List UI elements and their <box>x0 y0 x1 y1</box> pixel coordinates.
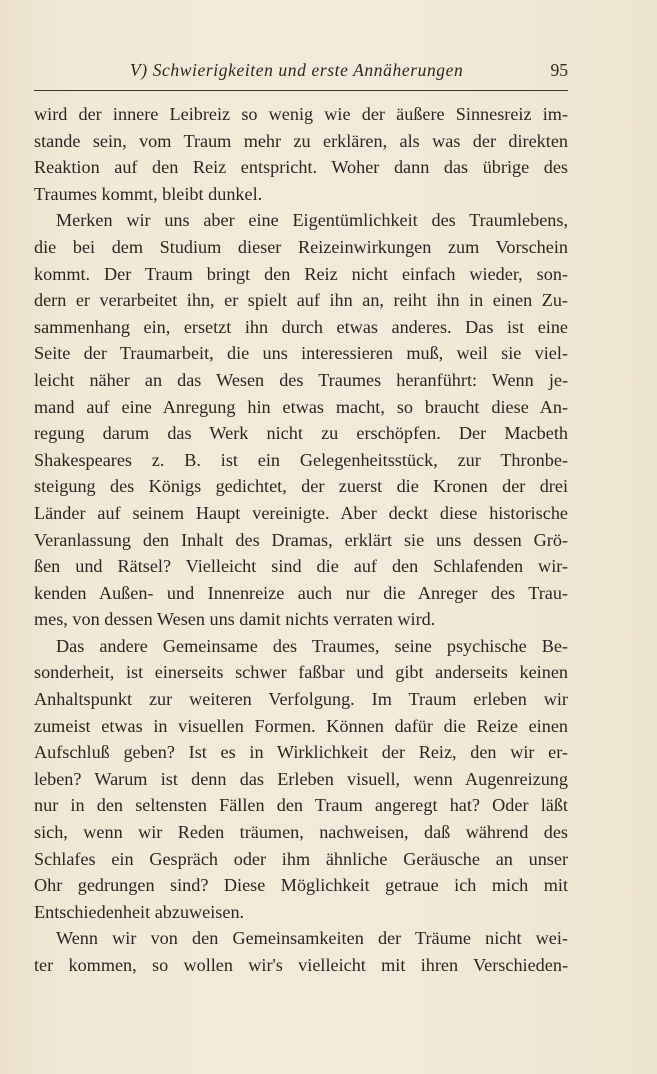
text-line: sonderheit, ist einerseits schwer faßbar und gibt anderseits keinen <box>34 662 568 683</box>
text-line: steigung des Königs gedichtet, der zuerst die Kronen der drei <box>34 476 568 497</box>
text-line: Länder auf seinem Haupt vereinigte. Aber deckt diese historische <box>34 502 568 523</box>
text-line: sich, wenn wir Reden träumen, nachweisen, daß während des <box>34 822 568 843</box>
text-line: leben? Warum ist denn das Erleben visuell, wenn Augenreizung <box>34 768 568 789</box>
text-line: mes, von dessen Wesen uns damit nichts verraten wird. <box>34 609 436 630</box>
text-line: sammenhang ein, ersetzt ihn durch etwas anderes. Das ist eine <box>34 316 568 337</box>
text-line: ter kommen, so wollen wir's vielleicht mit ihren Verschieden- <box>34 955 568 975</box>
text-line: regung darum das Werk nicht zu erschöpfen. Der Macbeth <box>34 423 568 444</box>
text-line: dern er verarbeitet ihn, er spielt auf ihn an, reiht ihn in einen Zu- <box>34 290 568 311</box>
header-rule <box>34 90 568 91</box>
text-line: zumeist etwas in visuellen Formen. Können dafür die Reize einen <box>34 715 568 736</box>
text-line: mand auf eine Anregung hin etwas macht, so braucht diese An- <box>34 396 568 417</box>
text-line: Traumes kommt, bleibt dunkel. <box>34 183 263 204</box>
text-line: Shakespeares z. B. ist ein Gelegenheitsstück, zur Thronbe- <box>34 449 568 470</box>
text-line: Das andere Gemeinsame des Traumes, seine psychische Be- <box>56 635 568 656</box>
text-line: Ohr gedrungen sind? Diese Möglichkeit getraue ich mich mit <box>34 875 568 896</box>
text-line: stande sein, vom Traum mehr zu erklären, als was der direkten <box>34 130 568 151</box>
body-text <box>34 101 568 979</box>
text-line: wird der innere Leibreiz so wenig wie der äußere Sinnesreiz im- <box>34 104 568 124</box>
text-line: Seite der Traumarbeit, die uns interessieren muß, weil sie viel- <box>34 343 568 364</box>
paragraph <box>34 925 568 978</box>
text-line: Merken wir uns aber eine Eigentümlichkeit des Traumlebens, <box>56 210 568 231</box>
text-line: Veranlassung den Inhalt des Dramas, erklärt sie uns dessen Grö- <box>34 529 568 550</box>
paragraph <box>34 101 568 207</box>
text-line: die bei dem Studium dieser Reizeinwirkungen zum Vorschein <box>34 236 568 257</box>
text-line: Wenn wir von den Gemeinsamkeiten der Träume nicht wei- <box>56 928 568 949</box>
text-line: Anhaltspunkt zur weiteren Verfolgung. Im Traum erleben wir <box>34 689 568 710</box>
text-line: Aufschluß geben? Ist es in Wirklichkeit der Reiz, den wir er- <box>34 742 568 763</box>
text-line: leicht näher an das Wesen des Traumes heranführt: Wenn je- <box>34 369 568 390</box>
text-line: kommt. Der Traum bringt den Reiz nicht einfach wieder, son- <box>34 263 568 284</box>
running-title: V) Schwierigkeiten und erste Annäherungen <box>130 60 464 80</box>
text-line: nur in den seltensten Fällen den Traum angeregt hat? Oder läßt <box>34 795 568 816</box>
text-line: Reaktion auf den Reiz entspricht. Woher dann das übrige des <box>34 157 568 178</box>
text-line: Schlafes ein Gespräch oder ihm ähnliche Geräusche an unser <box>34 848 568 869</box>
text-line: kenden Außen- und Innenreize auch nur die Anreger des Trau- <box>34 582 568 603</box>
text-line: Entschiedenheit abzuweisen. <box>34 901 245 922</box>
paragraph <box>34 207 568 633</box>
page-number: 95 <box>550 60 568 80</box>
running-head <box>34 58 568 86</box>
text-line: ßen und Rätsel? Vielleicht sind die auf den Schlafenden wir- <box>34 556 568 577</box>
paragraph <box>34 633 568 926</box>
